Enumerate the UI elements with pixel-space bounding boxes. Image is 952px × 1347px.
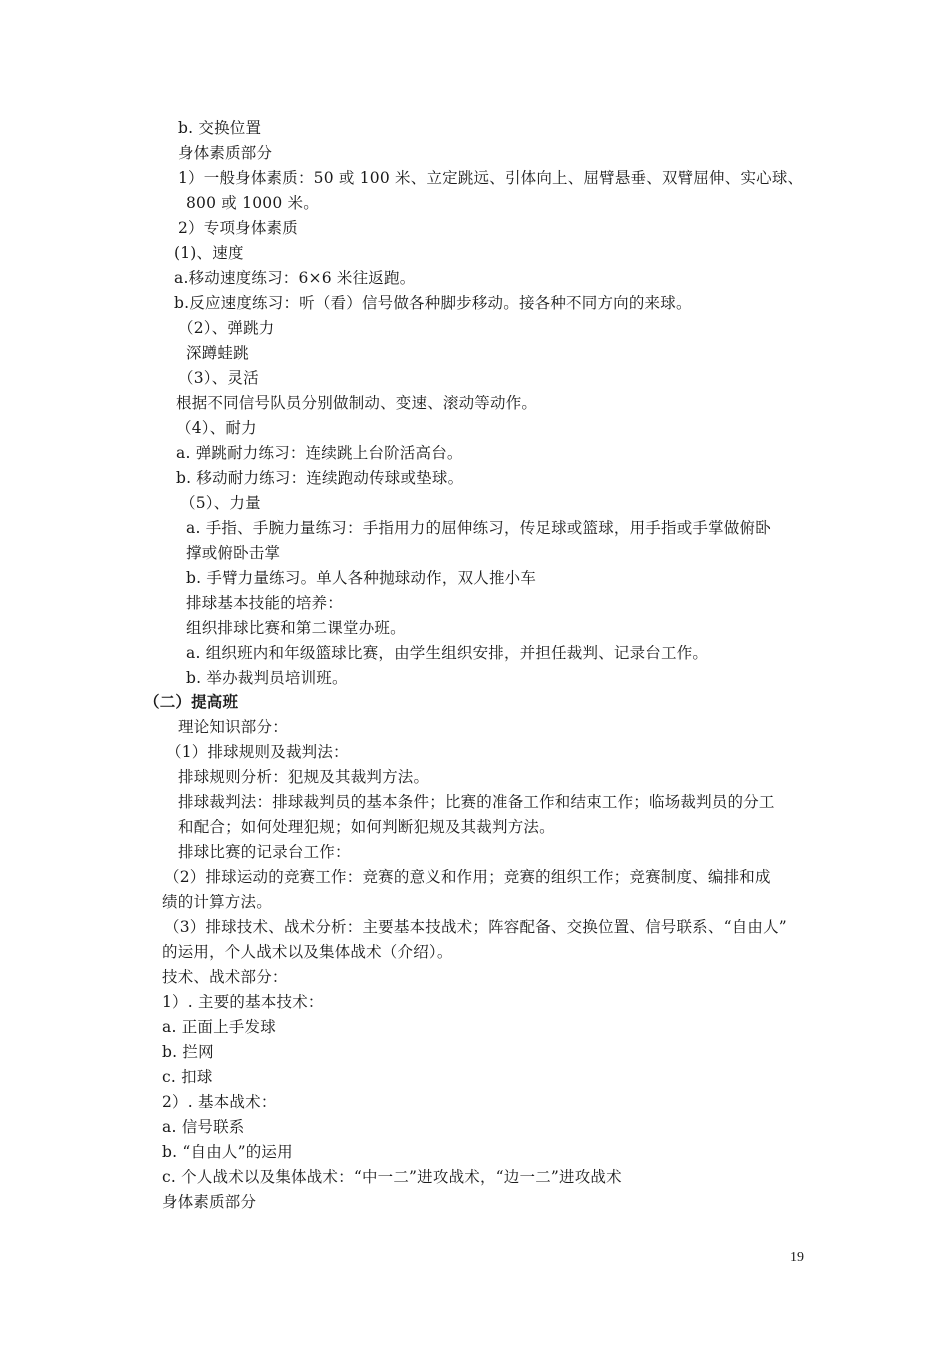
text-line: 绩的计算方法。: [162, 893, 272, 911]
text-line: （1）排球规则及裁判法：: [166, 743, 349, 761]
text-line: 深蹲蛙跳: [186, 344, 249, 362]
text-line: 排球比赛的记录台工作：: [178, 843, 351, 861]
text-line: b. 交换位置: [178, 119, 262, 137]
text-line: （4）、耐力: [176, 419, 257, 437]
text-line: 1）. 主要的基本技术：: [162, 993, 324, 1011]
text-line: 组织排球比赛和第二课堂办班。: [186, 619, 406, 637]
text-line: 撑或俯卧击掌: [186, 544, 281, 562]
text-line: b. 拦网: [162, 1043, 214, 1061]
text-line: b. 举办裁判员培训班。: [186, 669, 348, 687]
section-heading: （二）提高班: [144, 692, 239, 711]
text-line: a. 组织班内和年级篮球比赛，由学生组织安排，并担任裁判、记录台工作。: [186, 644, 709, 662]
text-line: 2）. 基本战术：: [162, 1093, 277, 1111]
text-line: (1)、速度: [174, 244, 244, 262]
text-line: a. 手指、手腕力量练习：手指用力的屈伸练习，传足球或篮球，用手指或手掌做俯卧: [186, 519, 771, 537]
text-line: （3）、灵活: [178, 369, 259, 387]
page-number: 19: [790, 1250, 804, 1265]
text-line: 2）专项身体素质: [178, 219, 298, 237]
text-line: a. 信号联系: [162, 1118, 245, 1136]
text-line: 排球裁判法：排球裁判员的基本条件；比赛的准备工作和结束工作；临场裁判员的分工: [178, 793, 775, 811]
text-line: （2）、弹跳力: [178, 319, 275, 337]
text-line: b. 移动耐力练习：连续跑动传球或垫球。: [176, 469, 464, 487]
text-line: 身体素质部分: [178, 144, 273, 162]
text-line: 身体素质部分: [162, 1193, 257, 1211]
text-line: b. 手臂力量练习。单人各种抛球动作，双人推小车: [186, 569, 537, 587]
text-line: 排球规则分析：犯规及其裁判方法。: [178, 768, 430, 786]
text-line: 根据不同信号队员分别做制动、变速、滚动等动作。: [176, 394, 538, 412]
text-line: （3）排球技术、战术分析：主要基本技战术；阵容配备、交换位置、信号联系、“自由人”: [164, 918, 787, 936]
text-line: c. 扣球: [162, 1068, 213, 1086]
text-line: 800 或 1000 米。: [186, 194, 319, 212]
text-line: 技术、战术部分：: [162, 968, 288, 986]
text-line: c. 个人战术以及集体战术：“中一二”进攻战术，“边一二”进攻战术: [162, 1168, 622, 1186]
text-line: 和配合；如何处理犯规；如何判断犯规及其裁判方法。: [178, 818, 555, 836]
text-line: b.反应速度练习：听（看）信号做各种脚步移动。接各种不同方向的来球。: [174, 294, 692, 312]
text-line: 1）一般身体素质：50 或 100 米、立定跳远、引体向上、屈臂悬垂、双臂屈伸、实心球、: [178, 169, 804, 187]
text-line: a. 正面上手发球: [162, 1018, 276, 1036]
text-line: 的运用，个人战术以及集体战术（介绍）。: [162, 943, 453, 961]
text-line: a.移动速度练习：6×6 米往返跑。: [174, 269, 416, 287]
text-line: （2）排球运动的竞赛工作：竞赛的意义和作用；竞赛的组织工作；竞赛制度、编排和成: [164, 868, 771, 886]
text-line: 理论知识部分：: [178, 718, 288, 736]
text-line: a. 弹跳耐力练习：连续跳上台阶活高台。: [176, 444, 463, 462]
text-line: （5）、力量: [180, 494, 261, 512]
text-line: 排球基本技能的培养：: [186, 594, 344, 612]
text-line: b. “自由人”的运用: [162, 1143, 293, 1161]
